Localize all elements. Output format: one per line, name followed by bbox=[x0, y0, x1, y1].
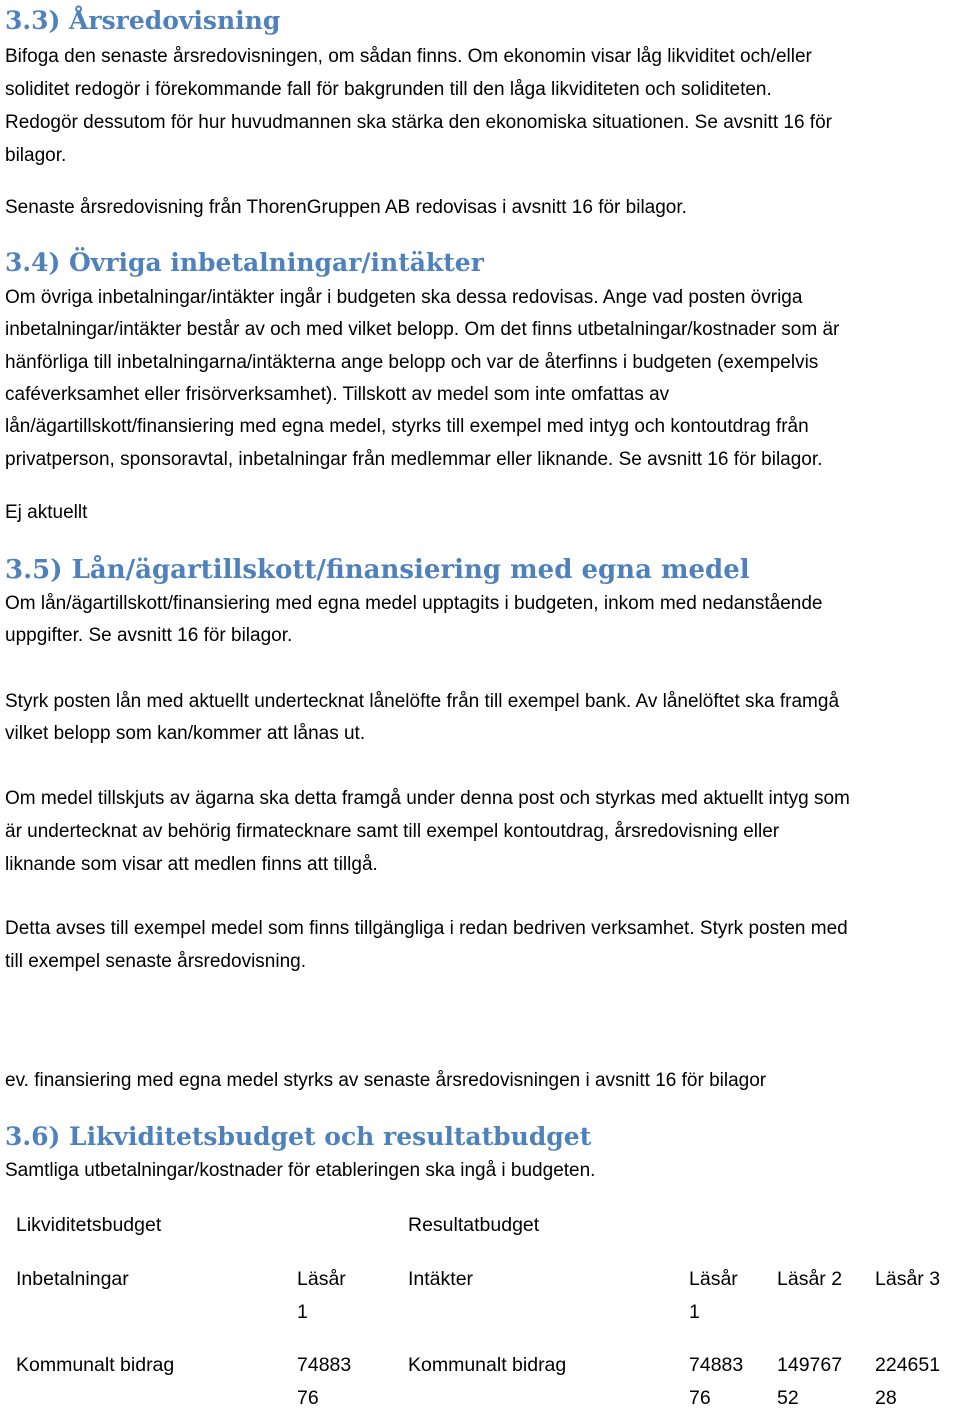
table-title-resultatbudget: Resultatbudget bbox=[408, 1214, 540, 1236]
paragraph-line: bilagor. bbox=[5, 145, 67, 166]
section-heading-3-3: 3.3) Årsredovisning bbox=[5, 6, 281, 35]
paragraph-line: caféverksamhet eller frisörverksamhet). Tillskott av medel som inte omfattas av bbox=[5, 384, 670, 405]
header-lasar-1: Läsår bbox=[689, 1268, 738, 1290]
header-lasar-2: Läsår 2 bbox=[777, 1268, 843, 1290]
paragraph-line: inbetalningar/intäkter består av och med vilket belopp. Om det finns utbetalningar/kostnader som är bbox=[5, 319, 840, 340]
paragraph-line: Om lån/ägartillskott/finansiering med egna medel upptagits i budgeten, inkom med nedanstående bbox=[5, 593, 823, 614]
answer-text: ev. finansiering med egna medel styrks av senaste årsredovisningen i avsnitt 16 för bilagor bbox=[5, 1070, 767, 1091]
section-heading-3-6: 3.6) Likviditetsbudget och resultatbudget bbox=[5, 1122, 592, 1151]
cell-value: 76 bbox=[689, 1387, 711, 1409]
cell-value: 74883 bbox=[689, 1354, 744, 1376]
header-lasar-3: Läsår 3 bbox=[875, 1268, 941, 1290]
cell-value: 74883 bbox=[297, 1354, 352, 1376]
header-lasar-1: Läsår bbox=[297, 1268, 346, 1290]
table-title-likviditetsbudget: Likviditetsbudget bbox=[16, 1214, 162, 1236]
paragraph-line: Detta avses till exempel medel som finns tillgängliga i redan bedriven verksamhet. Styrk posten med bbox=[5, 918, 848, 939]
header-intakter: Intäkter bbox=[408, 1268, 474, 1290]
paragraph-line: soliditet redogör i förekommande fall för bakgrunden till den låga likviditeten och soliditeten. bbox=[5, 79, 772, 100]
paragraph-line: lån/ägartillskott/finansiering med egna medel, styrks till exempel med intyg och kontoutdrag från bbox=[5, 416, 809, 437]
paragraph-line: är undertecknat av behörig firmatecknare samt till exempel kontoutdrag, årsredovisning eller bbox=[5, 821, 780, 842]
paragraph-line: hänförliga till inbetalningarna/intäkterna ange belopp och var de återfinns i budgeten (exempelvis bbox=[5, 352, 819, 373]
paragraph-line: liknande som visar att medlen finns att tillgå. bbox=[5, 854, 378, 875]
row-label-kommunalt-bidrag: Kommunalt bidrag bbox=[16, 1354, 175, 1376]
paragraph-line: Om medel tillskjuts av ägarna ska detta framgå under denna post och styrkas med aktuellt intyg som bbox=[5, 788, 850, 809]
paragraph-line: till exempel senaste årsredovisning. bbox=[5, 951, 306, 972]
section-heading-3-5: 3.5) Lån/ägartillskott/finansiering med egna medel bbox=[5, 555, 750, 585]
cell-value: 28 bbox=[875, 1387, 897, 1409]
paragraph-line: Redogör dessutom för hur huvudmannen ska stärka den ekonomiska situationen. Se avsnitt 16 för bbox=[5, 112, 832, 133]
header-lasar-1: 1 bbox=[689, 1301, 700, 1323]
section-heading-3-4: 3.4) Övriga inbetalningar/intäkter bbox=[5, 248, 484, 277]
cell-value: 149767 bbox=[777, 1354, 843, 1376]
paragraph-line: privatperson, sponsoravtal, inbetalningar från medlemmar eller liknande. Se avsnitt 16 för bilagor. bbox=[5, 449, 823, 470]
paragraph-line: Samtliga utbetalningar/kostnader för etableringen ska ingå i budgeten. bbox=[5, 1160, 596, 1181]
cell-value: 224651 bbox=[875, 1354, 941, 1376]
paragraph-line: vilket belopp som kan/kommer att lånas ut. bbox=[5, 723, 366, 744]
cell-value: 52 bbox=[777, 1387, 799, 1409]
answer-text: Senaste årsredovisning från ThorenGruppen AB redovisas i avsnitt 16 för bilagor. bbox=[5, 197, 687, 218]
cell-value: 76 bbox=[297, 1387, 319, 1409]
answer-text: Ej aktuellt bbox=[5, 502, 88, 523]
header-inbetalningar: Inbetalningar bbox=[16, 1268, 129, 1290]
paragraph-line: Styrk posten lån med aktuellt undertecknat lånelöfte från till exempel bank. Av lånelöftet ska framgå bbox=[5, 691, 840, 712]
paragraph-line: uppgifter. Se avsnitt 16 för bilagor. bbox=[5, 625, 293, 646]
paragraph-line: Bifoga den senaste årsredovisningen, om sådan finns. Om ekonomin visar låg likviditet och/eller bbox=[5, 46, 812, 67]
header-lasar-1: 1 bbox=[297, 1301, 308, 1323]
paragraph-line: Om övriga inbetalningar/intäkter ingår i budgeten ska dessa redovisas. Ange vad posten övriga bbox=[5, 287, 803, 308]
row-label-kommunalt-bidrag: Kommunalt bidrag bbox=[408, 1354, 567, 1376]
